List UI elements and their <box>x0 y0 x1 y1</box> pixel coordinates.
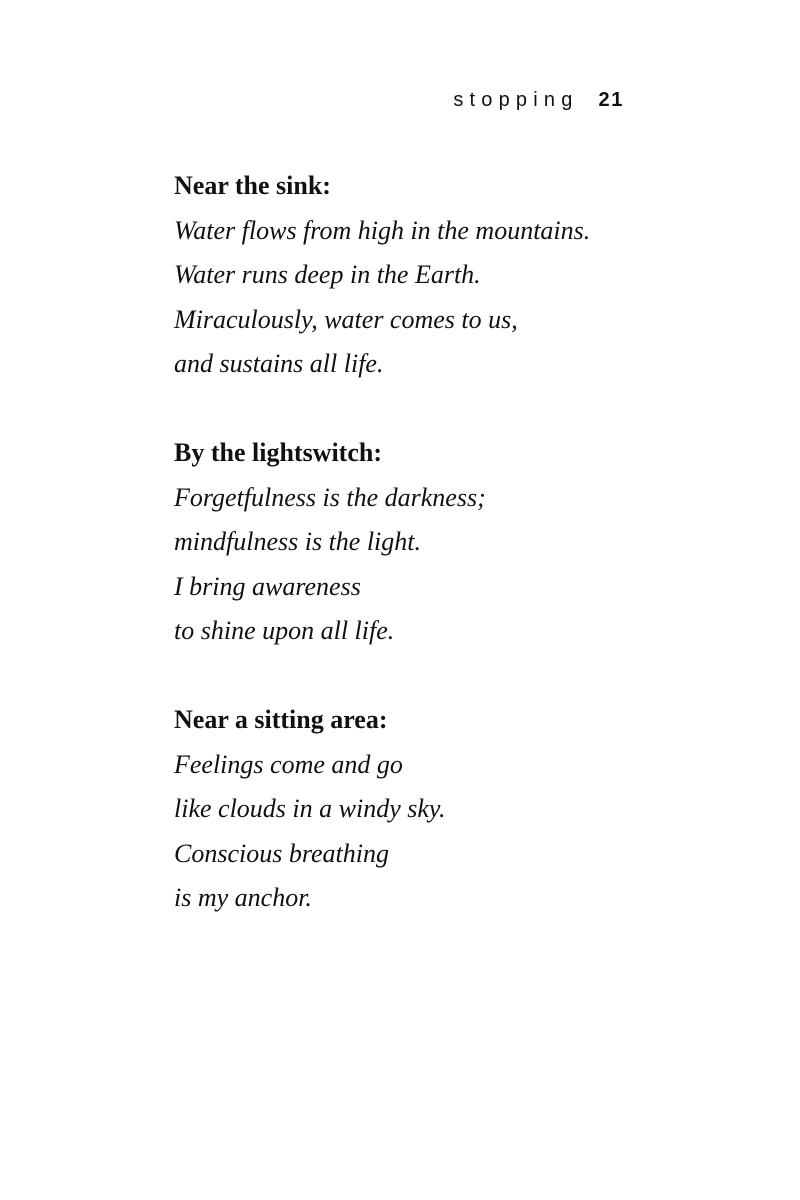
page-content <box>174 164 734 965</box>
gatha-title: Near a sitting area: <box>174 705 388 734</box>
gatha-line: mindfulness is the light. <box>174 527 421 556</box>
gatha-line: and sustains all life. <box>174 349 384 378</box>
page-number: 21 <box>598 89 624 111</box>
gatha-lines <box>174 209 734 387</box>
gatha-line: Water runs deep in the Earth. <box>174 260 481 289</box>
gatha-line: Conscious breathing <box>174 838 389 868</box>
gatha-line: to shine upon all life. <box>174 616 395 645</box>
gatha-near-sink <box>174 164 734 387</box>
gatha-lines <box>174 743 734 921</box>
gatha-line: I bring awareness <box>174 571 361 601</box>
section-name: stopping <box>453 89 579 111</box>
gatha-line: is my anchor. <box>174 883 312 912</box>
gatha-line: Feelings come and go <box>174 749 403 779</box>
gatha-line: Forgetfulness is the darkness; <box>174 482 486 512</box>
gatha-title: Near the sink: <box>174 171 331 200</box>
gatha-lines <box>174 476 734 654</box>
gatha-by-lightswitch <box>174 431 734 654</box>
gatha-line: Miraculously, water comes to us, <box>174 304 518 334</box>
gatha-line: Water flows from high in the mountains. <box>174 215 591 245</box>
running-head <box>453 86 624 114</box>
gatha-title: By the lightswitch: <box>174 438 382 467</box>
gatha-line: like clouds in a windy sky. <box>174 794 446 823</box>
gatha-near-sitting-area <box>174 698 734 921</box>
